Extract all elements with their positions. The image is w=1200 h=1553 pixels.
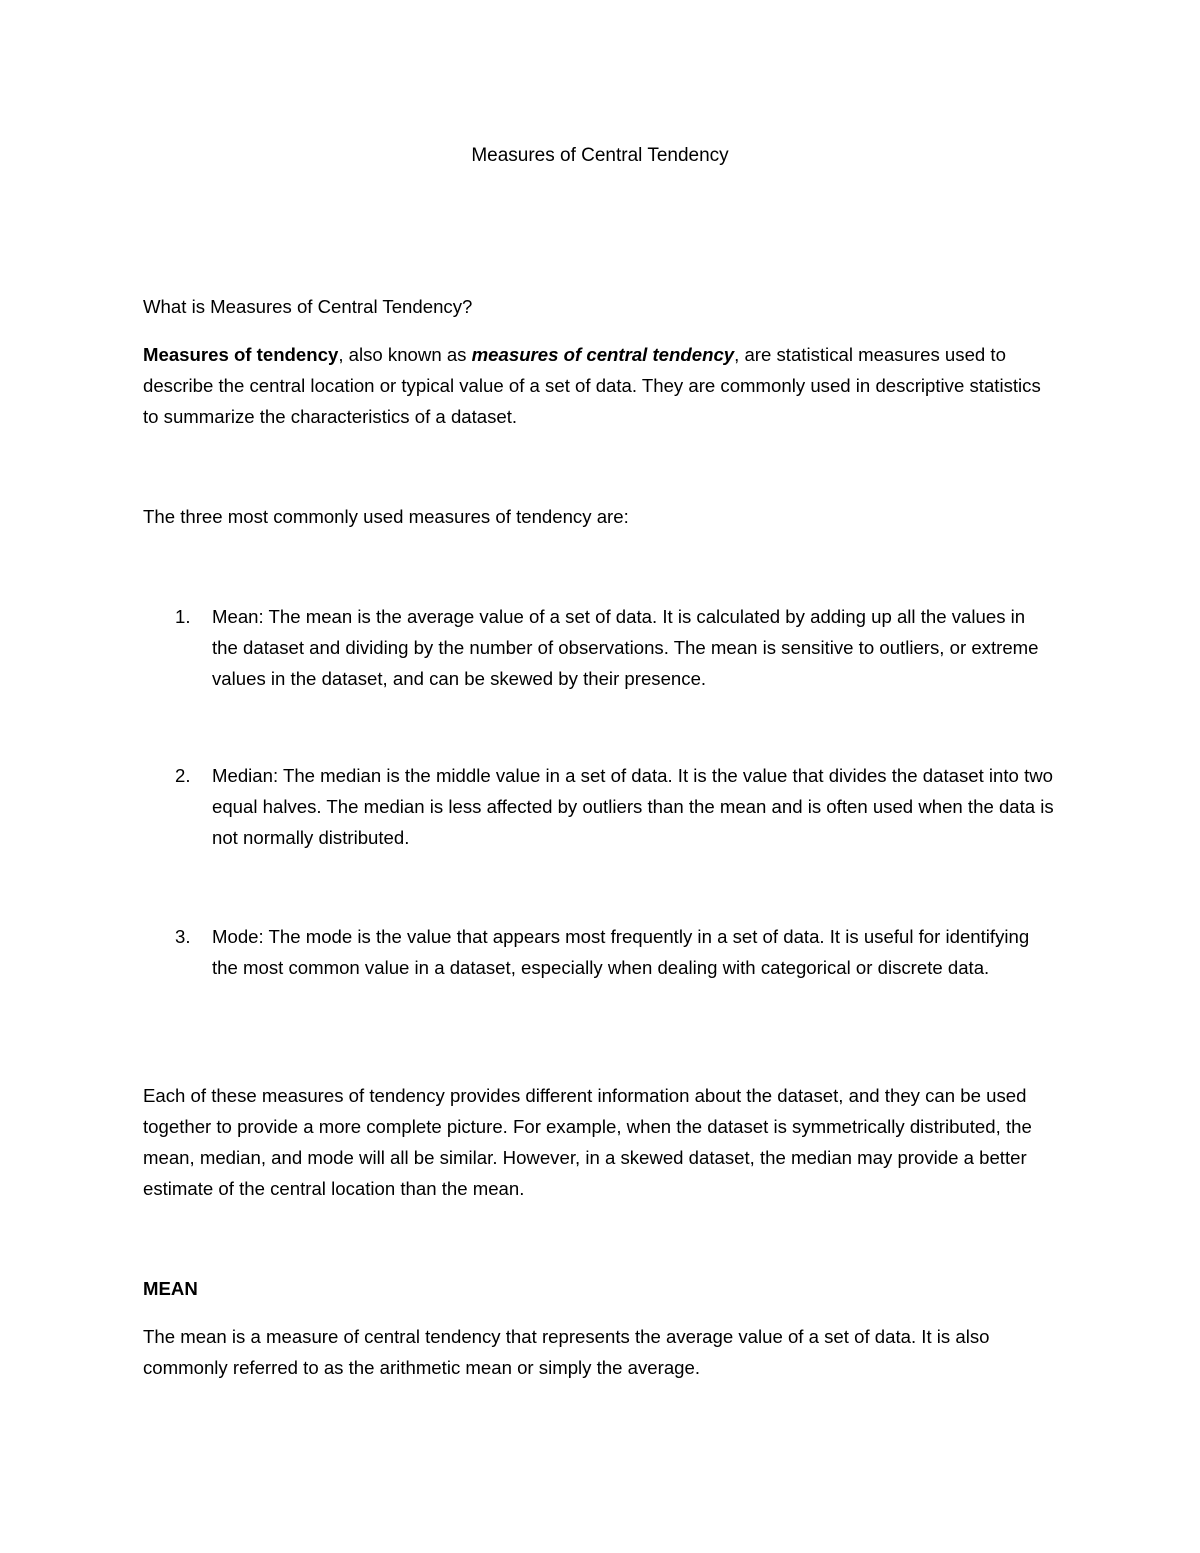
list-intro: The three most commonly used measures of tendency are: [143,506,629,527]
list-item-mean [175,601,1055,694]
mean-paragraph: The mean is a measure of central tendency that represents the average value of a set of data. It is also commonly referred to as the arithmetic mean or simply the average. [143,1326,990,1378]
list-text: Median: The median is the middle value in a set of data. It is the value that divides the dataset into two equal halves. The median is less affected by outliers than the mean and is often used when the data is not normally distributed. [212,765,1054,848]
definition-paragraph [143,339,1058,432]
definition-part2: , are statistical measures used to describe the central location or typical value of a set of data. They are commonly used in descriptive statistics to summarize the characteristics of a dataset. [143,344,1041,427]
summary-paragraph: Each of these measures of tendency provides different information about the dataset, and they can be used together to provide a more complete picture. For example, when the dataset is symmetrically distributed, the mean, median, and mode will all be similar. However, in a skewed dataset, the median may provide a better estimate of the central location than the mean. [143,1085,1032,1199]
list-number: 1. [175,606,191,627]
list-text: Mean: The mean is the average value of a set of data. It is calculated by adding up all the values in the dataset and dividing by the number of observations. The mean is sensitive to outliers, or extreme values in the dataset, and can be skewed by their presence. [212,606,1039,689]
definition-bold-italic: measures of central tendency [471,344,735,365]
question-heading: What is Measures of Central Tendency? [143,296,473,317]
list-text: Mode: The mode is the value that appears most frequently in a set of data. It is useful for identifying the most common value in a dataset, especially when dealing with categorical or discrete data. [212,926,1030,978]
definition-part1: , also known as [338,344,472,365]
document-title: Measures of Central Tendency [471,145,729,166]
list-number: 3. [175,926,191,947]
definition-bold-lead: Measures of tendency [143,344,339,365]
list-item-mode [175,921,1055,983]
list-number: 2. [175,765,191,786]
mean-heading: MEAN [143,1278,198,1299]
list-item-median [175,760,1055,853]
